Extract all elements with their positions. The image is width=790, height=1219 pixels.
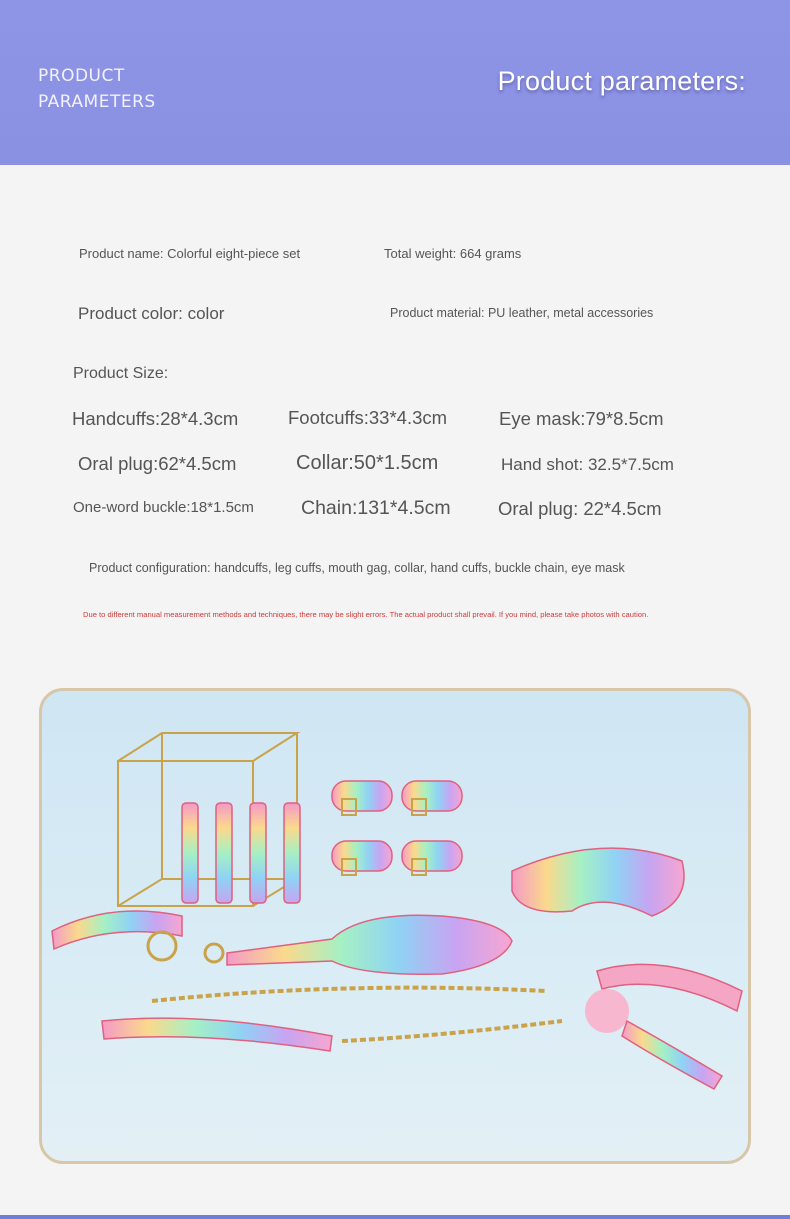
product-name: Product name: Colorful eight-piece set [79,246,301,261]
size-oral-plug-2: Oral plug: 22*4.5cm [498,498,662,519]
handcuffs [332,781,462,875]
size-hand-shot: Hand shot: 32.5*7.5cm [501,455,674,474]
banner-subtitle-line1: PRODUCT [38,66,125,86]
banner-subtitle [38,63,156,115]
size-footcuffs: Footcuffs:33*4.3cm [288,407,448,428]
total-weight: Total weight: 664 grams [384,246,522,261]
size-collar: Collar:50*1.5cm [296,452,439,474]
collar [52,911,182,960]
size-chain: Chain:131*4.5cm [301,497,451,519]
page-title: Product parameters: [497,66,746,96]
bottom-divider [0,1215,790,1219]
size-oral-plug: Oral plug:62*4.5cm [78,453,237,474]
ball-gag [585,964,742,1089]
display-cube [118,733,297,906]
product-set-illustration [42,691,748,1161]
size-handcuffs: Handcuffs:28*4.3cm [72,408,239,429]
product-color: Product color: color [78,304,225,323]
size-heading: Product Size: [73,365,169,382]
product-material: Product material: PU leather, metal accessories [390,306,654,320]
product-photo [39,688,751,1164]
size-eye-mask: Eye mask:79*8.5cm [499,408,664,429]
header-banner [0,0,790,165]
banner-subtitle-line2: PARAMETERS [38,92,156,112]
size-one-word-buckle: One-word buckle:18*1.5cm [73,499,254,516]
product-configuration: Product configuration: handcuffs, leg cuffs, mouth gag, collar, hand cuffs, buckle chain, eye mask [89,561,625,575]
eye-mask [512,848,684,916]
leash-handle [102,1018,332,1051]
disclaimer-text: Due to different manual measurement methods and techniques, there may be slight errors. The actual product shall prevail. If you mind, please take photos with caution. [83,610,649,619]
paddle [227,915,512,974]
